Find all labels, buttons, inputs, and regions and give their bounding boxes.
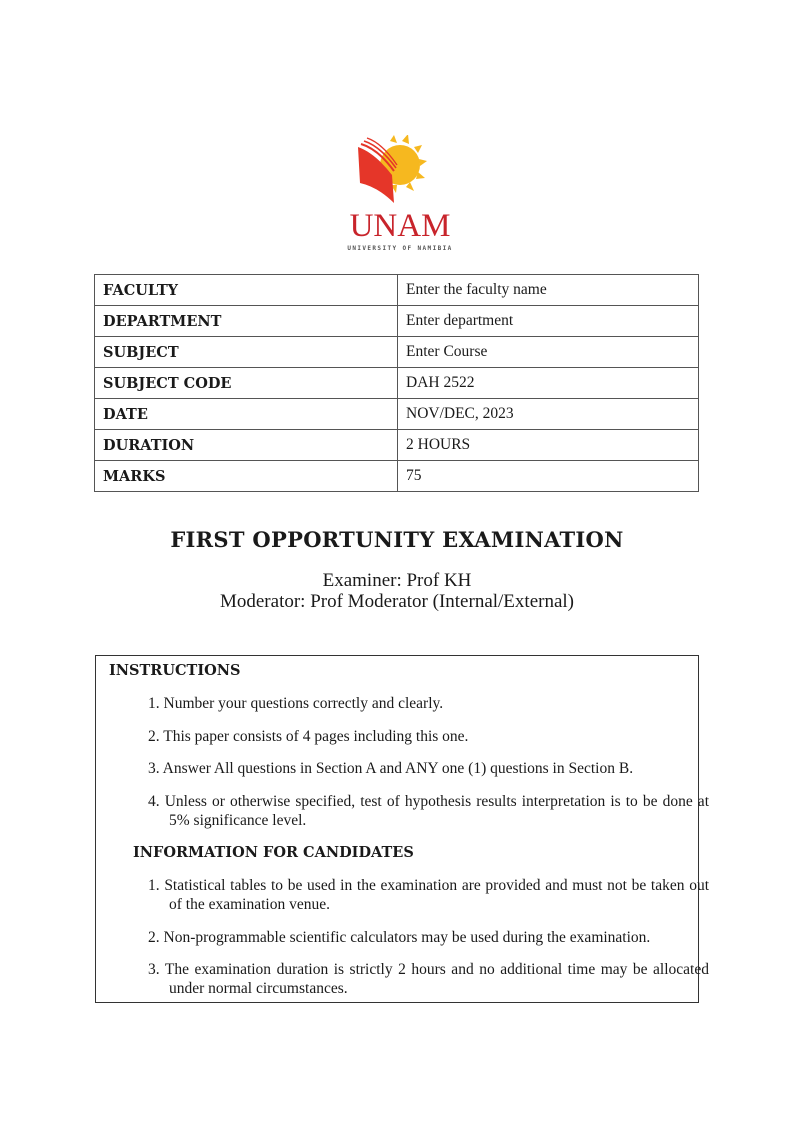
logo-wordmark: UNAM xyxy=(349,208,451,244)
unam-logo xyxy=(330,135,470,255)
exam-title: FIRST OPPORTUNITY EXAMINATION xyxy=(170,527,624,552)
row-value: NOV/DEC, 2023 xyxy=(398,399,699,430)
table-row xyxy=(95,275,699,306)
instructions-heading: INSTRUCTIONS xyxy=(109,662,241,679)
row-label: DATE xyxy=(95,399,398,430)
book-sun-icon xyxy=(330,135,470,207)
moderator-line: Moderator: Prof Moderator (Internal/External) xyxy=(219,591,574,612)
row-value: 75 xyxy=(398,461,699,492)
row-value: Enter Course xyxy=(398,337,699,368)
row-label: FACULTY xyxy=(95,275,398,306)
row-value: 2 HOURS xyxy=(398,430,699,461)
row-label: DEPARTMENT xyxy=(95,306,398,337)
instruction-item: 4. Unless or otherwise specified, test of hypothesis results interpretation is to be done at 5% significance level. xyxy=(148,793,709,829)
logo-subtitle: UNIVERSITY OF NAMIBIA xyxy=(347,245,453,252)
table-row xyxy=(95,337,699,368)
row-label: SUBJECT xyxy=(95,337,398,368)
row-label: MARKS xyxy=(95,461,398,492)
instruction-item: 3. Answer All questions in Section A and ANY one (1) questions in Section B. xyxy=(148,760,634,777)
table-row xyxy=(95,430,699,461)
row-value: Enter department xyxy=(398,306,699,337)
instructions-box xyxy=(95,655,709,1003)
table-row xyxy=(95,461,699,492)
information-heading: INFORMATION FOR CANDIDATES xyxy=(133,844,414,861)
table-row xyxy=(95,368,699,399)
table-row xyxy=(95,399,699,430)
table-row xyxy=(95,306,699,337)
instruction-item: 1. Number your questions correctly and clearly. xyxy=(148,695,444,712)
row-label: SUBJECT CODE xyxy=(95,368,398,399)
row-value: DAH 2522 xyxy=(398,368,699,399)
exam-details-table xyxy=(94,274,699,492)
row-value: Enter the faculty name xyxy=(398,275,699,306)
information-item: 3. The examination duration is strictly 2 hours and no additional time may be allocated under normal circumstances. xyxy=(148,961,709,997)
examiner-line: Examiner: Prof KH xyxy=(322,570,472,591)
information-item: 1. Statistical tables to be used in the examination are provided and must not be taken out of the examination venue. xyxy=(148,877,709,913)
row-label: DURATION xyxy=(95,430,398,461)
information-item: 2. Non-programmable scientific calculators may be used during the examination. xyxy=(148,929,651,946)
instruction-item: 2. This paper consists of 4 pages including this one. xyxy=(148,728,469,745)
